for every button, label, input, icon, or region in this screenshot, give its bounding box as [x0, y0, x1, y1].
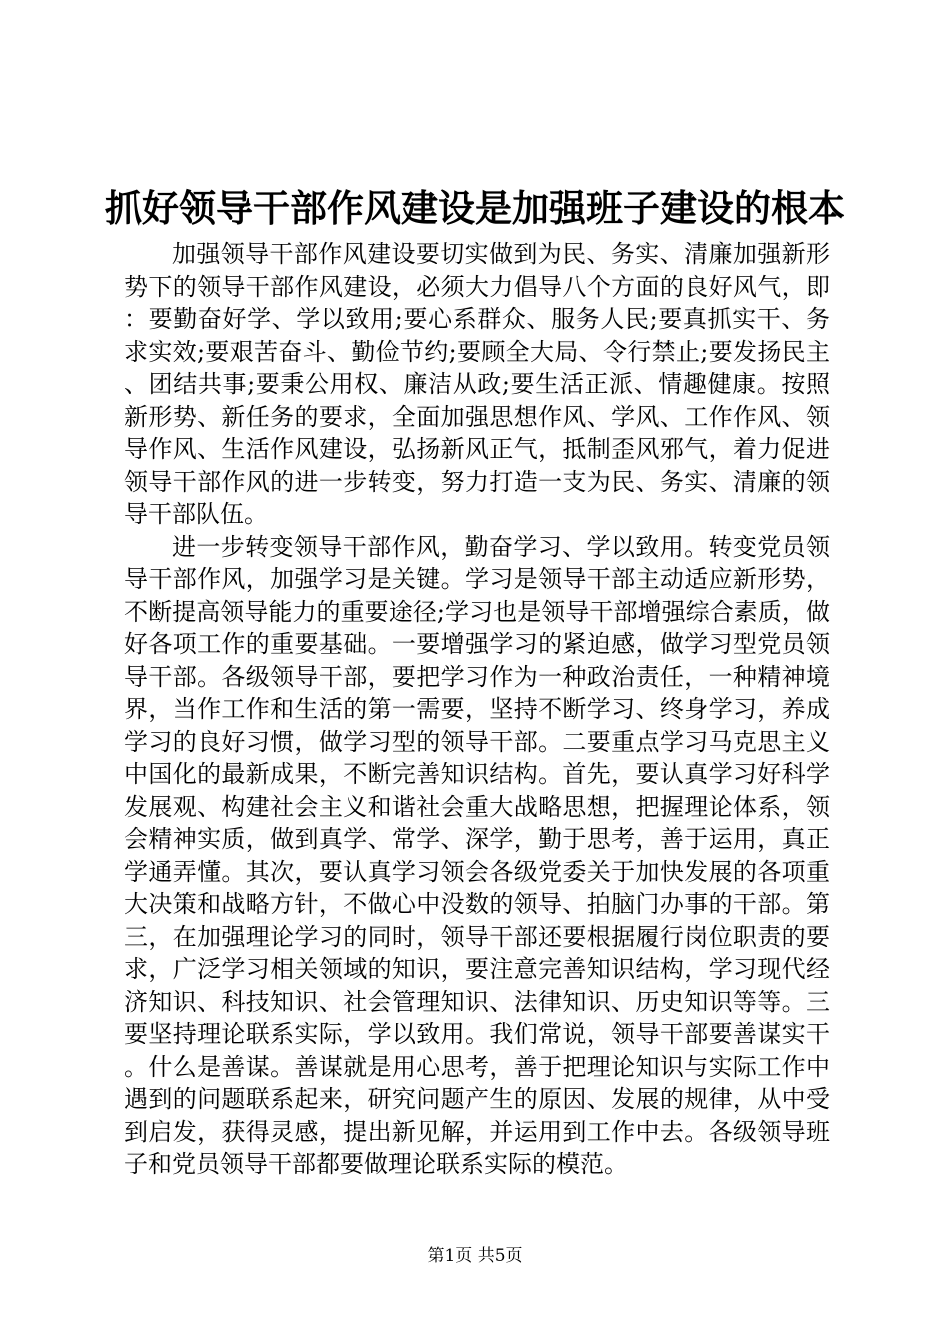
paragraph-1: 加强领导干部作风建设要切实做到为民、务实、清廉加强新形势下的领导干部作风建设，必须大力倡导八个方面的良好风气，即：要勤奋好学、学以致用;要心系群众、服务人民;要真抓实干、务求实效;要艰苦奋斗、勤俭节约;要顾全大局、令行禁止;要发扬民主、团结共事;要秉公用权、廉洁从政;要生活正派、情趣健康。按照新形势、新任务的要求，全面加强思想作风、学风、工作作风、领导作风、生活作风建设，弘扬新风正气，抵制歪风邪气，着力促进领导干部作风的进一步转变，努力打造一支为民、务实、清廉的领导干部队伍。: [124, 240, 830, 528]
document-title: 抓好领导干部作风建设是加强班子建设的根本: [105, 186, 845, 230]
paragraph-2: 进一步转变领导干部作风，勤奋学习、学以致用。转变党员领导干部作风，加强学习是关键。学习是领导干部主动适应新形势，不断提高领导能力的重要途径;学习也是领导干部增强综合素质，做好各项工作的重要基础。一要增强学习的紧迫感，做学习型党员领导干部。各级领导干部，要把学习作为一种政治责任，一种精神境界，当作工作和生活的第一需要，坚持不断学习、终身学习，养成学习的良好习惯，做学习型的领导干部。二要重点学习马克思主义中国化的最新成果，不断完善知识结构。首先，要认真学习好科学发展观、构建社会主义和谐社会重大战略思想，把握理论体系，领会精神实质，做到真学、常学、深学，勤于思考，善于运用，真正学通弄懂。其次，要认真学习领会各级党委关于加快发展的各项重大决策和战略方针，不做心中没数的领导、拍脑门办事的干部。第三，在加强理论学习的同时，领导干部还要根据履行岗位职责的要求，广泛学习相关领域的知识，要注意完善知识结构，学习现代经济知识、科技知识、社会管理知识、法律知识、历史知识等等。三要坚持理论联系实际，学以致用。我们常说，领导干部要善谋实干。什么是善谋。善谋就是用心思考，善于把理论知识与实际工作中遇到的问题联系起来，研究问题产生的原因、发展的规律，从中受到启发，获得灵感，提出新见解，并运用到工作中去。各级领导班子和党员领导干部都要做理论联系实际的模范。: [124, 532, 830, 1178]
document-body: [124, 238, 830, 1181]
page-number-footer: 第1页 共5页: [427, 1246, 523, 1266]
